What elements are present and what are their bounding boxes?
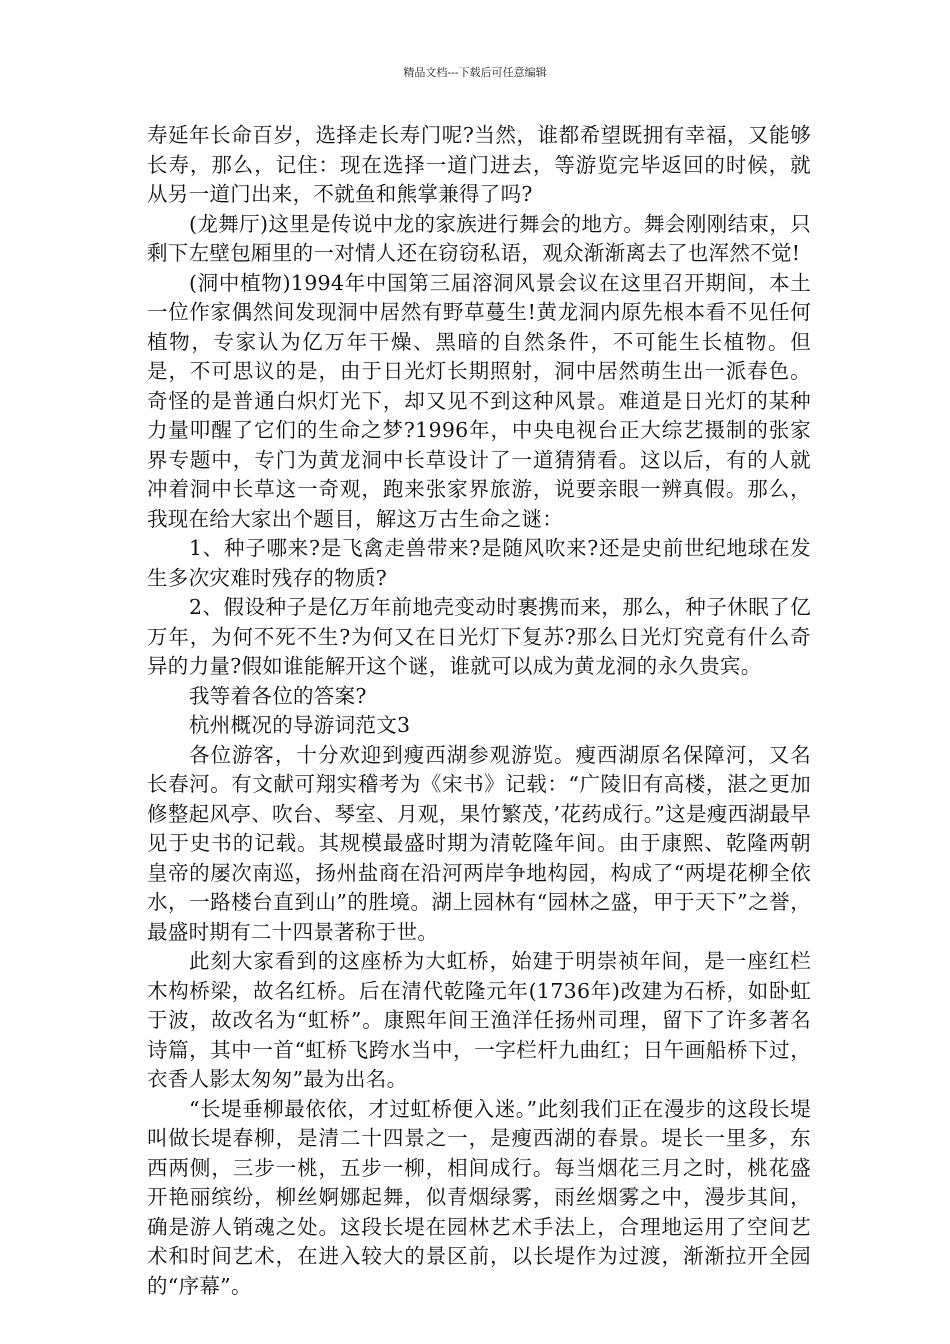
paragraph-dragon-dance-hall: (龙舞厅)这里是传说中龙的家族进行舞会的地方。舞会刚刚结束，只剩下左壁包厢里的一对情人还在窃窃私语，观众渐渐离去了也浑然不觉! [147, 211, 811, 265]
paragraph-longevity-gate: 寿延年长命百岁，选择走长寿门呢?当然，谁都希望既拥有幸福，又能够长寿，那么，记住：现在选择一道门进去，等游览完毕返回的时候，就从另一道门出来，不就鱼和熊掌兼得了吗? [147, 123, 811, 206]
section-heading: 杭州概况的导游词范文3 [189, 713, 411, 737]
paragraph-long-dike-willows: “长堤垂柳最依依，才过虹桥便入迷。”此刻我们正在漫步的这段长堤叫做长堤春柳，是清二十四景之一，是瘦西湖的春景。堤长一里多，东西两侧，三步一桃，五步一柳，相间成行。每当烟花三月之时，桃花盛开艳丽缤纷，柳丝婀娜起舞，似青烟绿雾，雨丝烟雾之中，漫步其间，确是游人销魂之处。这段长堤在园林艺术手法上，合理地运用了空间艺术和时间艺术，在进入较大的景区前，以长堤作为过渡，渐渐拉开全园的“序幕”。 [147, 1096, 811, 1298]
page-header: 精品文档---下载后可任意编辑 [403, 66, 547, 79]
paragraph-question-2: 2、假设种子是亿万年前地壳变动时裹携而来，那么，种子休眠了亿万年，为何不死不生?为何又在日光灯下复苏?那么日光灯究竟有什么奇异的力量?假如谁能解开这个谜，谁就可以成为黄龙洞的永久贵宾。 [147, 595, 811, 678]
paragraph-slender-west-lake: 各位游客，十分欢迎到瘦西湖参观游览。瘦西湖原名保障河，又名长春河。有文献可翔实稽考为《宋书》记载：“广陵旧有高楼，湛之更加修整起风亭、吹台、琴室、月观，果竹繁茂，’花药成行。”这是瘦西湖最早见于史书的记载。其规模最盛时期为清乾隆年间。由于康熙、乾隆两朝皇帝的屡次南巡，扬州盐商在沿河两岸争地构园，构成了“两堤花柳全依水，一路楼台直到山”的胜境。湖上园林有“园林之盛，甲于天下”之誉，最盛时期有二十四景著称于世。 [147, 742, 811, 944]
paragraph-cave-plants: (洞中植物)1994年中国第三届溶洞风景会议在这里召开期间，本土一位作家偶然间发现洞中居然有野草蔓生!黄龙洞内原先根本看不见任何植物，专家认为亿万年干燥、黑暗的自然条件，不可能生长植物。但是，不可思议的是，由于日光灯长期照射，洞中居然萌生出一派春色。奇怪的是普通白炽灯光下，却又见不到这种风景。难道是日光灯的某种力量叩醒了它们的生命之梦?1996年，中央电视台正大综艺摄制的张家界专题中，专门为黄龙洞中长草设计了一道猜猜看。这以后，有的人就冲着洞中长草这一奇观，跑来张家界旅游，说要亲眼一辨真假。那么，我现在给大家出个题目，解这万古生命之谜： [147, 270, 811, 531]
paragraph-awaiting-answers: 我等着各位的答案? [189, 683, 367, 708]
paragraph-rainbow-bridge: 此刻大家看到的这座桥为大虹桥，始建于明崇祯年间，是一座红栏木构桥梁，故名红桥。后在清代乾隆元年(1736年)改建为石桥，如卧虹于波，故改名为“虹桥”。康熙年间王渔洋任扬州司理，留下了许多著名诗篇，其中一首“虹桥飞跨水当中，一字栏杆九曲红；日午画船桥下过，衣香人影太匆匆”最为出名。 [147, 949, 811, 1091]
document-body [147, 121, 811, 1301]
paragraph-question-1: 1、种子哪来?是飞禽走兽带来?是随风吹来?还是史前世纪地球在发生多次灾难时残存的物质? [147, 536, 811, 590]
